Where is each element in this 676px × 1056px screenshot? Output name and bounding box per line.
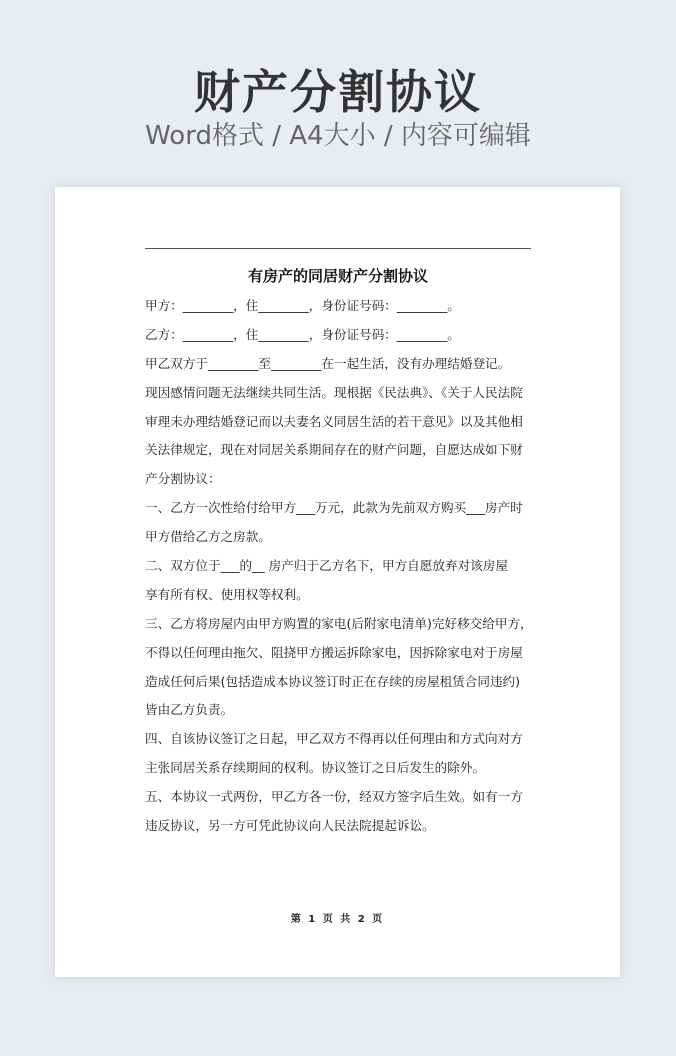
body-line: 产分割协议： (145, 471, 221, 487)
clause-3-line: 造成任何后果(包括造成本协议签订时正在存续的房屋租赁合同违约) (145, 673, 521, 689)
clause-4-line: 四、自该协议签订之日起，甲乙双方不得再以任何理由和方式向对方 (145, 731, 523, 747)
page-number-footer: 第 1 页 共 2 页 (290, 914, 385, 925)
body-line: 审理未办理结婚登记而以夫妻名义同居生活的若干意见》以及其他相 (145, 413, 523, 429)
header-rule (145, 248, 531, 249)
banner-title: 财产分割协议 (194, 65, 482, 119)
body-line: 现因感情问题无法继续共同生活。现根据《民法典》、《关于人民法院 (145, 384, 523, 400)
clause-4-line: 主张同居关系存续期间的权利。协议签订之日后发生的除外。 (145, 760, 486, 776)
party-b-line: 乙方：________，住________，身份证号码：________。 (145, 326, 460, 342)
body-line: 关法律规定，现在对同居关系期间存在的财产问题，自愿达成如下财 (145, 442, 523, 458)
clause-1-line: 一、乙方一次性给付给甲方___万元，此款为先前双方购买___房产时 (145, 500, 523, 516)
clause-3-line: 三、乙方将房屋内由甲方购置的家电(后附家电清单)完好移交给甲方， (145, 615, 533, 631)
clause-1-line: 甲方借给乙方之房款。 (145, 529, 271, 545)
clause-3-line: 不得以任何理由拖欠、阻挠甲方搬运拆除家电，因拆除家电对于房屋 (145, 644, 523, 660)
document-title: 有房产的同居财产分割协议 (247, 267, 428, 285)
document-page (55, 187, 620, 977)
clause-5-line: 五、本协议一式两份，甲乙方各一份，经双方签字后生效。如有一方 (145, 789, 523, 805)
banner-subtitle: Word格式 / A4大小 / 内容可编辑 (145, 121, 531, 151)
clause-5-line: 违反协议，另一方可凭此协议向人民法院提起诉讼。 (145, 818, 435, 834)
clause-2-line: 享有所有权、使用权等权利。 (145, 586, 309, 602)
party-a-line: 甲方：________，住________，身份证号码：________。 (145, 298, 460, 313)
body-line: 甲乙双方于________至________在一起生活，没有办理结婚登记。 (145, 355, 511, 371)
clause-3-line: 皆由乙方负责。 (145, 702, 234, 718)
document-body (145, 292, 537, 841)
clause-2-line: 二、双方位于___的__ 房产归于乙方名下，甲方自愿放弃对该房屋 (145, 558, 508, 574)
